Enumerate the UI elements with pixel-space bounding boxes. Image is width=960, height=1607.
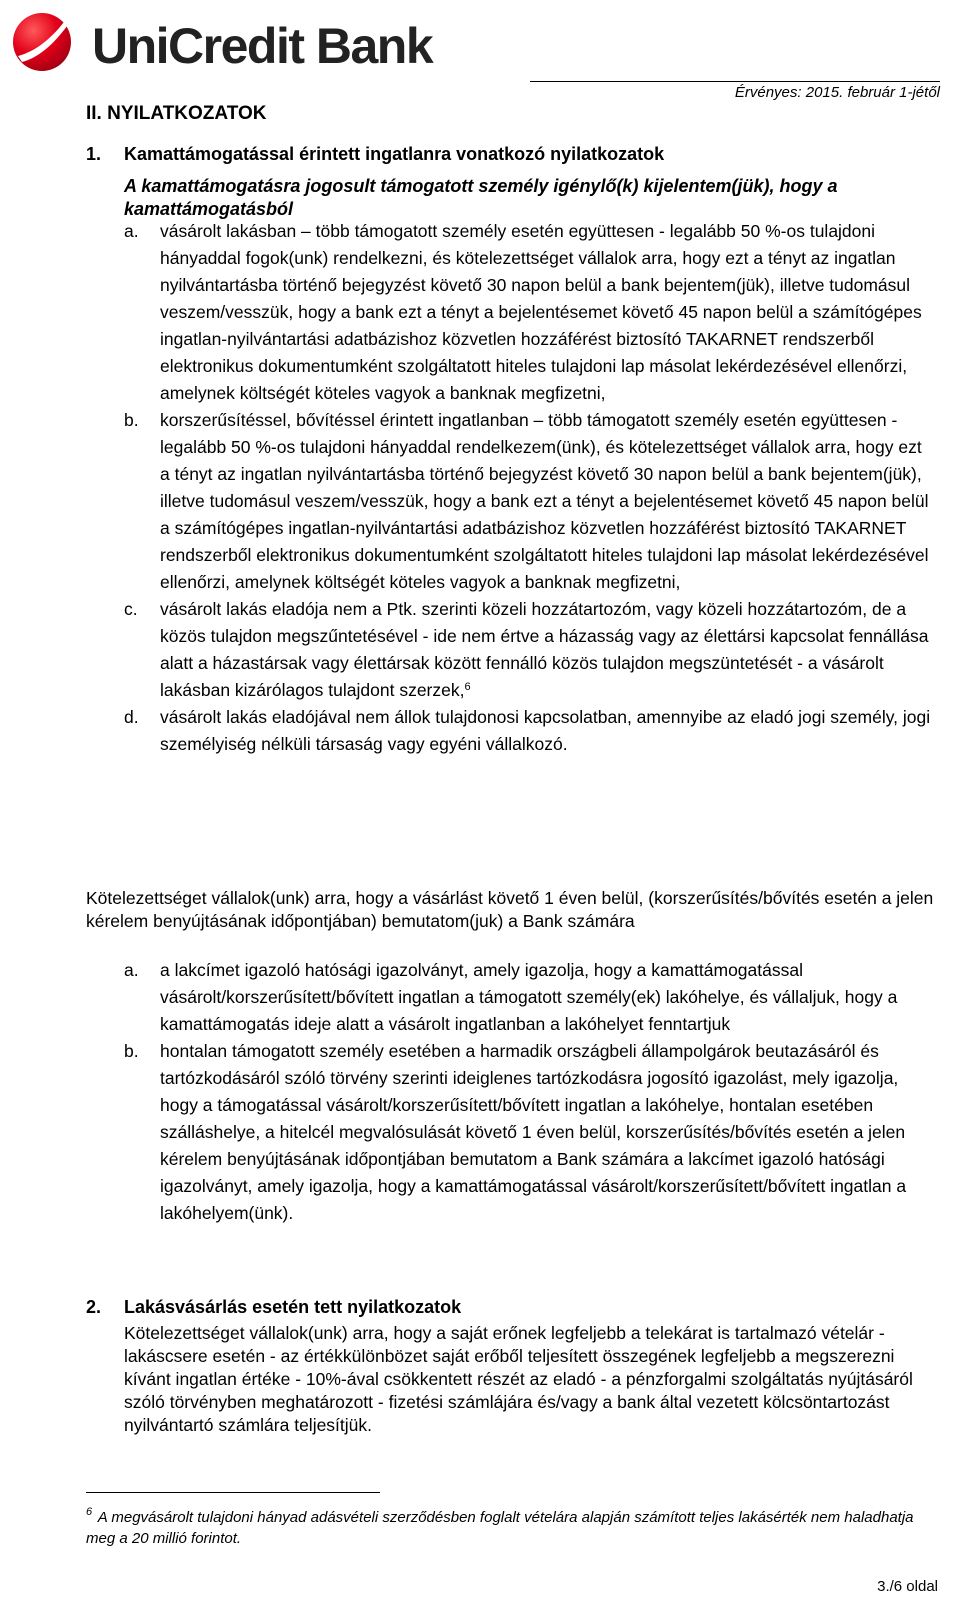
unicredit-ball-logo-icon: [12, 12, 72, 72]
list-marker: b.: [124, 1041, 139, 1061]
list-item: [124, 218, 936, 407]
list-item: [124, 1038, 936, 1227]
list-marker: a.: [124, 221, 139, 241]
header-logo: [12, 12, 452, 74]
list-marker: c.: [124, 599, 138, 619]
footnote-reference[interactable]: 6: [464, 681, 471, 693]
brand-name: UniCredit Bank: [92, 18, 433, 74]
list-item-text: hontalan támogatott személy esetében a harmadik országbeli állampolgárok beutazásáról és tartózkodásáról szóló törvény szerinti ideiglenes tartózkodásra jogosító igazolást, mely igazolja, hogy a támogatással vásárolt/korszerűsített/bővített ingatlan a lakóhelye, hontalan esetében szálláshelye, a hitelcél megvalósulását követő 1 éven belül, korszerűsítés/bővítés esetén a jelen kérelem benyújtásának időpontjában bemutatom a Bank számára a lakcímet igazoló hatósági igazolványt, amely igazolja, hogy a kamattámogatással vásárolt/korszerűsített/bővített ingatlan a lakóhelyem(ünk).: [160, 1041, 907, 1223]
list-marker: d.: [124, 707, 139, 727]
list-item: [124, 957, 936, 1038]
subsection-1-number: 1.: [86, 144, 102, 164]
subsection-1-title: Kamattámogatással érintett ingatlanra vonatkozó nyilatkozatok: [124, 144, 665, 164]
subsection-2-title: Lakásvásárlás esetén tett nyilatkozatok: [124, 1297, 462, 1317]
list-marker: a.: [124, 960, 139, 980]
list-marker: b.: [124, 410, 139, 430]
list-item-text: korszerűsítéssel, bővítéssel érintett ingatlanban – több támogatott személy esetén együttesen - legalább 50 %-os tulajdoni hányaddal rendelkezem(ünk), és kötelezettséget vállalok arra, hogy ezt a tényt az ingatlan nyilvántartásba történő bejegyzést követő 30 napon belül a bank bejentem(jük), illetve tudomásul veszem/vesszük, hogy a bank ezt a tényt a bejelentésemet követő 45 napon belül a számítógépes ingatlan-nyilvántartási adatbázishoz közvetlen hozzáférést biztosító TAKARNET rendszerből elektronikus dokumentumként szolgáltatott hiteles tulajdoni lap másolat lekérdezésével ellenőrzi, amelynek költségét köteles vagyok a banknak megfizetni,: [160, 410, 929, 592]
subsection-1-intro: A kamattámogatásra jogosult támogatott személy igénylő(k) kijelentem(jük), hogy a kamattámogatásból: [124, 176, 838, 219]
list-item: [124, 596, 936, 704]
list-item-text: vásárolt lakás eladója nem a Ptk. szerinti közeli hozzátartozóm, vagy közeli hozzátartozóm, de a közös tulajdon megszűntetésével - ide nem értve a házasság vagy az élettársi kapcsolat fennállása alatt a házastársak vagy élettársak között fennálló közös tulajdon megszüntetését - a vásárolt lakásban kizárólagos tulajdont szerzek,: [160, 599, 929, 700]
subsection-2-body: Kötelezettséget vállalok(unk) arra, hogy a saját erőnek legfeljebb a telekárat is tartalmazó vételár - lakáscsere esetén - az értékkülönbözet saját erőből teljesített összegének legfeljebb a megszerezni kívánt ingatlan értéke - 10%-ával csökkentett részét az eladó - a pénzforgalmi szolgáltatás nyújtásáról szóló törvényben meghatározott - fizetési számlájára és/vagy a bank által vezetett kölcsöntartozást nyilvántartó számlára teljesítjük.: [124, 1323, 913, 1435]
header-divider: [530, 81, 940, 82]
section-title: II. NYILATKOZATOK: [86, 103, 267, 124]
page-number: 3./6 oldal: [877, 1578, 938, 1595]
list-item-text: vásárolt lakás eladójával nem állok tulajdonosi kapcsolatban, amennyibe az eladó jogi személy, jogi személyiség nélküli társaság vagy egyéni vállalkozó.: [160, 707, 931, 754]
footnote-number: 6: [86, 1506, 93, 1518]
footnote: [86, 1508, 926, 1549]
list-item-text: a lakcímet igazoló hatósági igazolványt, amely igazolja, hogy a kamattámogatással vásárolt/korszerűsített/bővített ingatlan a támogatott személy(ek) lakóhelye, és vállaljuk, hogy a kamattámogatás ideje alatt a vásárolt ingatlanban a lakóhelyet fenntartjuk: [160, 960, 898, 1034]
list-item-text: vásárolt lakásban – több támogatott személy esetén együttesen - legalább 50 %-os tulajdoni hányaddal fogok(unk) rendelkezni, és kötelezettséget vállalok arra, hogy ezt a tényt az ingatlan nyilvántartásba történő bejegyzést követő 30 napon belül a bank bejentem(jük), illetve tudomásul veszem/vesszük, hogy a bank ezt a tényt a bejelentésemet követő 45 napon belül a számítógépes ingatlan-nyilvántartási adatbázishoz közvetlen hozzáférést biztosító TAKARNET rendszerből elektronikus dokumentumként szolgáltatott hiteles tulajdoni lap másolat lekérdezésével ellenőrzi, amelynek költségét köteles vagyok a banknak megfizetni,: [160, 221, 922, 403]
list-item: [124, 704, 936, 758]
footnote-divider: [86, 1492, 380, 1493]
subsection-2-number: 2.: [86, 1297, 102, 1317]
footnote-text: A megvásárolt tulajdoni hányad adásvételi szerződésben foglalt vételára alapján számított teljes lakásérték nem haladhatja meg a 20 millió forintot.: [86, 1509, 914, 1547]
validity-date: Érvényes: 2015. február 1-jétől: [734, 84, 940, 101]
declaration-list: [124, 218, 936, 758]
list-item: [124, 407, 936, 596]
obligation-list: [124, 957, 936, 1227]
obligation-intro: Kötelezettséget vállalok(unk) arra, hogy a vásárlást követő 1 éven belül, (korszerűsítés/bővítés esetén a jelen kérelem benyújtásának időpontjában) bemutatom(juk) a Bank számára: [86, 888, 934, 931]
